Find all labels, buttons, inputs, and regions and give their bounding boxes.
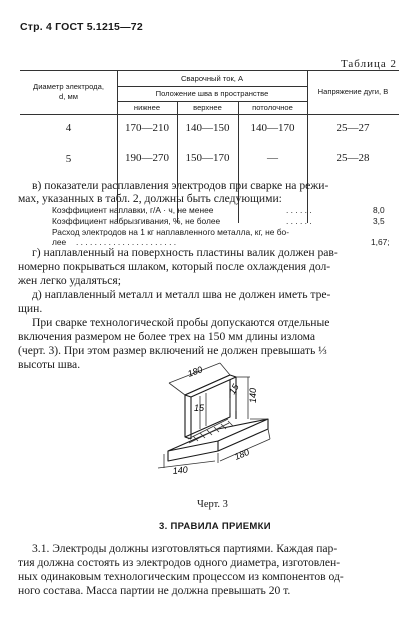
- dim-15-right: 15: [227, 382, 241, 396]
- dim-140-bottom: 140: [172, 464, 189, 476]
- row1-diameter: 4: [65, 122, 72, 134]
- header-voltage: Напряжение дуги, В: [317, 87, 389, 96]
- row2-upper: 150—170: [185, 152, 230, 164]
- consumption-value: 1,67;: [371, 237, 390, 247]
- dim-180-top: 180: [186, 364, 204, 379]
- figure-caption: Черт. 3: [197, 499, 228, 510]
- para-test-line2: включения размером не более трех на 150 мм длины излома: [18, 330, 316, 343]
- row1-upper: 140—150: [185, 122, 230, 134]
- header-diameter-unit: d, мм: [59, 92, 78, 101]
- dim-15-left: 15: [194, 403, 205, 413]
- table-caption: Таблица 2: [340, 58, 397, 70]
- header-ceiling: потолочное: [252, 103, 293, 112]
- row2-ceiling: —: [267, 152, 278, 164]
- page-header: Стр. 4 ГОСТ 5.1215—72: [20, 21, 143, 33]
- row1-lower: 170—210: [125, 122, 169, 134]
- consumption-dots: . . . . . . . . . . . . . . . . . . . . . .: [76, 237, 177, 247]
- indicator-spatter-value: 3,5: [373, 216, 385, 226]
- indicator-deposition-value: 8,0: [373, 205, 385, 215]
- indicator-spatter-label: Коэффициент набрызгивания, %, не более: [52, 216, 221, 226]
- para-d-line1: д) наплавленный металл и металл шва не должен иметь тре-: [32, 288, 331, 301]
- para-b-line1: в) показатели расплавления электродов при сварке на режи-: [32, 179, 329, 192]
- indicator-spatter-dots: . . . . . .: [286, 216, 312, 226]
- consumption-line1: Расход электродов на 1 кг наплавленного металла, кг, не бо-: [52, 227, 290, 237]
- header-position: Положение шва в пространстве: [155, 89, 269, 98]
- section-title: 3. ПРАВИЛА ПРИЕМКИ: [159, 521, 271, 532]
- header-diameter: Диаметр электрода,: [33, 82, 104, 91]
- figure-3-drawing: [140, 353, 290, 478]
- row1-ceiling: 140—170: [250, 122, 295, 134]
- para-g-line2: номерно покрываться шлаком, который после охлаждения дол-: [18, 260, 331, 273]
- para-test-line1: При сварке технологической пробы допускаются отдельные: [32, 316, 330, 329]
- para-3-1-line2: тия должна состоять из электродов одного диаметра, изготовлен-: [18, 556, 341, 569]
- para-test-line3: (черт. 3). При этом размер включений не должен превышать ⅓: [18, 344, 327, 357]
- para-3-1-line3: ных одинаковым технологическим процессом из компонентов од-: [18, 570, 344, 583]
- header-lower: нижнее: [133, 103, 161, 112]
- indicator-deposition-dots: . . . . . .: [286, 205, 312, 215]
- para-b-line2: мах, указанных в табл. 2, должны быть следующими:: [18, 192, 282, 205]
- para-g-line1: г) наплавленный на поверхность пластины валик должен рав-: [32, 246, 338, 259]
- para-3-1-line4: ного состава. Масса партии не должна превышать 20 т.: [18, 584, 291, 597]
- dim-140-right: 140: [248, 387, 258, 403]
- row2-voltage: 25—28: [336, 152, 370, 164]
- row2-lower: 190—270: [125, 152, 169, 164]
- indicator-deposition-label: Коэффициент наплавки, г/А · ч, не менее: [52, 205, 214, 215]
- header-upper: верхнее: [193, 103, 222, 112]
- dim-180-bottom: 180: [233, 446, 251, 462]
- para-3-1-line1: 3.1. Электроды должны изготовляться партиями. Каждая пар-: [32, 542, 338, 555]
- para-test-line4: высоты шва.: [18, 358, 81, 371]
- para-d-line2: щин.: [18, 302, 43, 315]
- header-current: Сварочный ток, А: [180, 74, 244, 83]
- consumption-line2: лее: [52, 237, 67, 247]
- para-g-line3: жен легко удаляться;: [18, 274, 121, 287]
- row1-voltage: 25—27: [336, 122, 370, 134]
- row2-diameter: 5: [65, 153, 72, 165]
